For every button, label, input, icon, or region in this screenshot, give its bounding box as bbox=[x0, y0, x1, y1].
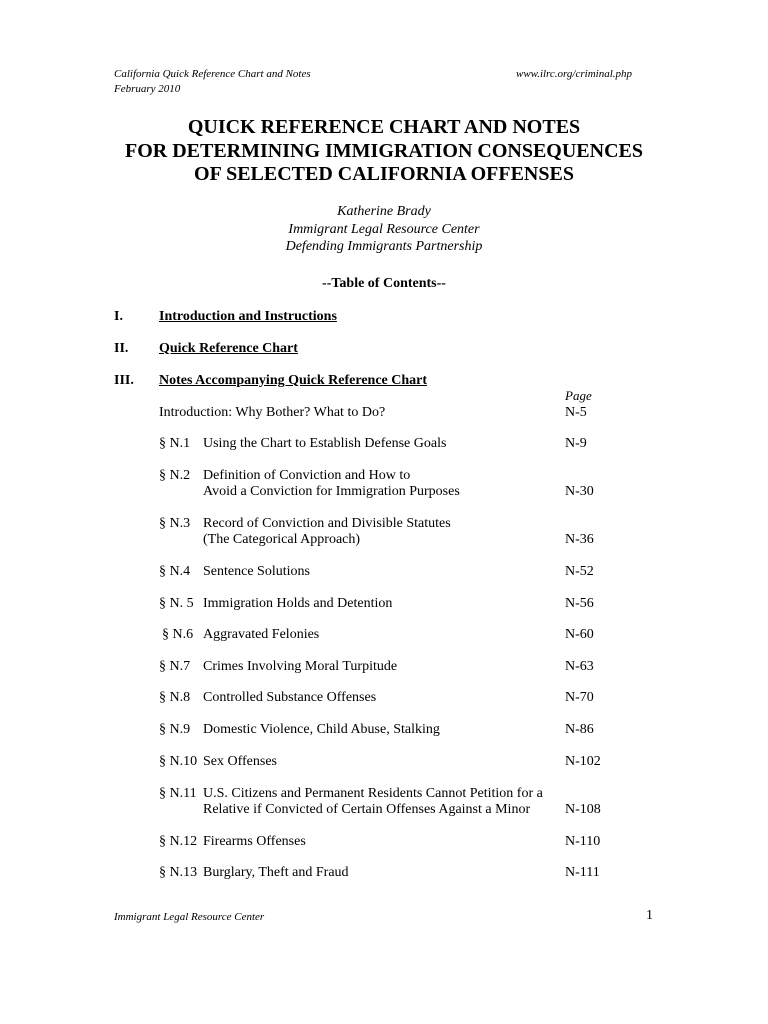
author-name: Katherine Brady bbox=[337, 204, 431, 219]
toc-entry-title[interactable]: Sentence Solutions bbox=[203, 564, 310, 579]
toc-entry-page: N-111 bbox=[565, 865, 600, 880]
toc-entry-title[interactable]: Record of Conviction and Divisible Statutes bbox=[203, 516, 451, 531]
toc-entry-page: N-102 bbox=[565, 754, 601, 769]
toc-entry-number: § N.4 bbox=[159, 564, 191, 579]
author-org-2: Defending Immigrants Partnership bbox=[285, 239, 483, 254]
toc-entry-page: N-56 bbox=[565, 596, 594, 611]
toc-entry-title-cont[interactable]: Avoid a Conviction for Immigration Purposes bbox=[203, 484, 460, 499]
page-number: 1 bbox=[646, 908, 653, 923]
toc-entry-page: N-30 bbox=[565, 484, 594, 499]
toc-entry-title[interactable]: Immigration Holds and Detention bbox=[203, 596, 393, 611]
toc-entry-page: N-60 bbox=[565, 627, 594, 642]
toc-intro-page: N-5 bbox=[565, 405, 587, 420]
toc-entry-number: § N.10 bbox=[159, 754, 198, 769]
toc-entry-title[interactable]: U.S. Citizens and Permanent Residents Cannot Petition for a bbox=[203, 786, 543, 801]
toc-heading: --Table of Contents-- bbox=[322, 276, 446, 291]
toc-entry-number: § N.7 bbox=[159, 659, 191, 674]
toc-entry-page: N-86 bbox=[565, 722, 594, 737]
section-link-intro[interactable]: Introduction and Instructions bbox=[159, 309, 337, 324]
toc-entry-title[interactable]: Crimes Involving Moral Turpitude bbox=[203, 659, 398, 674]
toc-entry-title[interactable]: Burglary, Theft and Fraud bbox=[203, 865, 349, 880]
header-doc-title: California Quick Reference Chart and Notes bbox=[114, 68, 311, 80]
toc-entry-page: N-63 bbox=[565, 659, 594, 674]
footer-org: Immigrant Legal Resource Center bbox=[114, 911, 265, 923]
toc-entry-number: § N. 5 bbox=[159, 596, 194, 611]
toc-entry-page: N-9 bbox=[565, 436, 587, 451]
toc-entry-number: § N.9 bbox=[159, 722, 191, 737]
toc-entry-title-cont[interactable]: Relative if Convicted of Certain Offenses Against a Minor bbox=[203, 802, 531, 817]
section-number: I. bbox=[114, 309, 123, 324]
toc-entry-number: § N.8 bbox=[159, 690, 191, 705]
header-date: February 2010 bbox=[114, 83, 181, 95]
toc-entry-page: N-110 bbox=[565, 834, 601, 849]
section-number: III. bbox=[114, 373, 134, 388]
toc-entry-number: § N.11 bbox=[159, 786, 197, 801]
toc-entry-title[interactable]: Using the Chart to Establish Defense Goals bbox=[203, 436, 447, 451]
toc-entry-title[interactable]: Firearms Offenses bbox=[203, 834, 306, 849]
toc-entry-number: § N.1 bbox=[159, 436, 191, 451]
toc-entry-title-cont[interactable]: (The Categorical Approach) bbox=[203, 532, 361, 547]
toc-entry-page: N-52 bbox=[565, 564, 594, 579]
author-org-1: Immigrant Legal Resource Center bbox=[288, 222, 480, 237]
header-url[interactable]: www.ilrc.org/criminal.php bbox=[516, 68, 633, 80]
title-line-1: QUICK REFERENCE CHART AND NOTES bbox=[187, 116, 581, 138]
toc-entry-title[interactable]: Definition of Conviction and How to bbox=[203, 468, 411, 483]
toc-entry-page: N-108 bbox=[565, 802, 601, 817]
toc-entry-number: § N.2 bbox=[159, 468, 191, 483]
toc-entry-page: N-36 bbox=[565, 532, 594, 547]
section-link-notes[interactable]: Notes Accompanying Quick Reference Chart bbox=[159, 373, 428, 388]
section-link-chart[interactable]: Quick Reference Chart bbox=[159, 341, 298, 356]
page-column-label: Page bbox=[565, 388, 592, 403]
toc-entry-number: § N.12 bbox=[159, 834, 198, 849]
toc-entry-number: § N.3 bbox=[159, 516, 191, 531]
toc-intro-title[interactable]: Introduction: Why Bother? What to Do? bbox=[159, 405, 386, 420]
title-line-3: OF SELECTED CALIFORNIA OFFENSES bbox=[194, 163, 574, 185]
toc-entry-title[interactable]: Domestic Violence, Child Abuse, Stalking bbox=[203, 722, 440, 737]
section-number: II. bbox=[114, 341, 129, 356]
toc-entry-number: § N.6 bbox=[162, 627, 194, 642]
toc-entry-page: N-70 bbox=[565, 690, 594, 705]
toc-entry-title[interactable]: Aggravated Felonies bbox=[203, 627, 320, 642]
toc-entry-title[interactable]: Controlled Substance Offenses bbox=[203, 690, 377, 705]
toc-entry-title[interactable]: Sex Offenses bbox=[203, 754, 278, 769]
title-line-2: FOR DETERMINING IMMIGRATION CONSEQUENCES bbox=[124, 140, 643, 162]
toc-entry-number: § N.13 bbox=[159, 865, 198, 880]
